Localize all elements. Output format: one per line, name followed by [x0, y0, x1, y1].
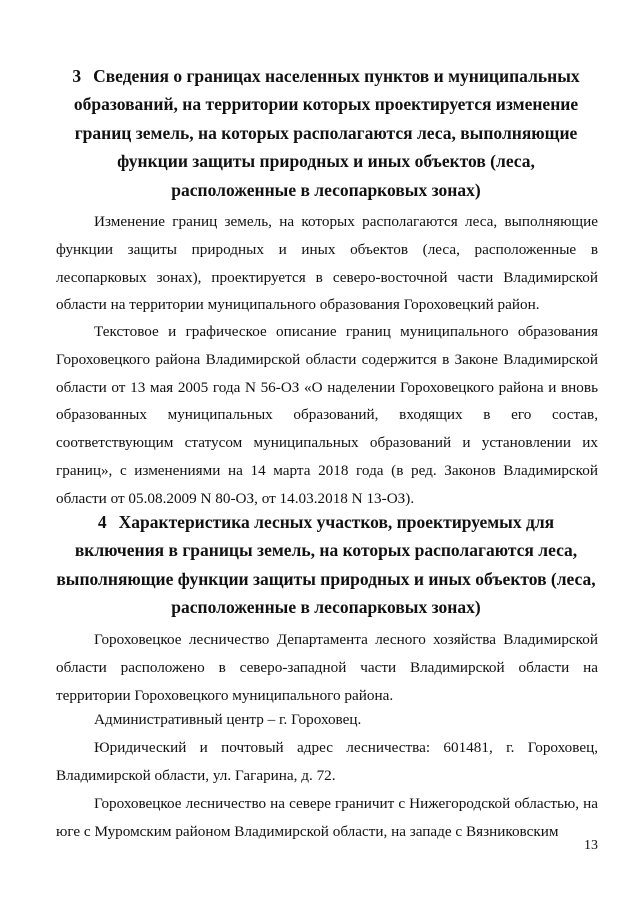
section-4-paragraph-1: Гороховецкое лесничество Департамента лесного хозяйства Владимирской области расположено в северо-западной части Владимирской области на территории Гороховецкого муниципального района.: [56, 631, 598, 704]
section-4-title: Характеристика лесных участков, проектируемых для включения в границы земель, на которых располагаются леса, выполняющие функции защиты природных и иных объектов (леса, расположенные в лесопарковых зонах): [56, 512, 596, 618]
section-4-number: 4: [97, 512, 107, 532]
section-4-paragraph-4: Гороховецкое лесничество на севере граничит с Нижегородской областью, на юге с Муромским районом Владимирской области, на западе с Вязниковским: [56, 795, 598, 840]
section-3-number: 3: [72, 66, 82, 86]
section-3-title: Сведения о границах населенных пунктов и муниципальных образований, на территории которых проектируется изменение границ земель, на которых располагаются леса, выполняющие функции защиты природных и иных объектов (леса, расположенные в лесопарковых зонах): [73, 66, 580, 200]
section-3-paragraph-2: Текстовое и графическое описание границ муниципального образования Гороховецкого района Владимирской области содержится в Законе Владимирской области от 13 мая 2005 года N 56-ОЗ «О наделении Гороховецкого района и вновь образованных муниципальных образований, входящих в его состав, соответствующим статусом муниципальных образований и установлении их границ», с изменениями на 14 марта 2018 года (в ред. Законов Владимирской области от 05.08.2009 N 80-ОЗ, от 14.03.2018 N 13-ОЗ).: [56, 323, 598, 507]
section-3-heading: [56, 62, 596, 204]
section-3-paragraph-1: Изменение границ земель, на которых располагаются леса, выполняющие функции защиты природных и иных объектов (леса, расположенные в лесопарковых зонах), проектируется в северо-восточной части Владимирской области на территории муниципального образования Гороховецкий район.: [56, 213, 598, 314]
section-4-paragraph-2: Административный центр – г. Гороховец.: [94, 711, 362, 728]
page-number: 13: [584, 838, 598, 853]
section-4-heading: [56, 508, 596, 622]
section-4-paragraph-3: Юридический и почтовый адрес лесничества: 601481, г. Гороховец, Владимирской области, ул. Гагарина, д. 72.: [56, 739, 598, 784]
